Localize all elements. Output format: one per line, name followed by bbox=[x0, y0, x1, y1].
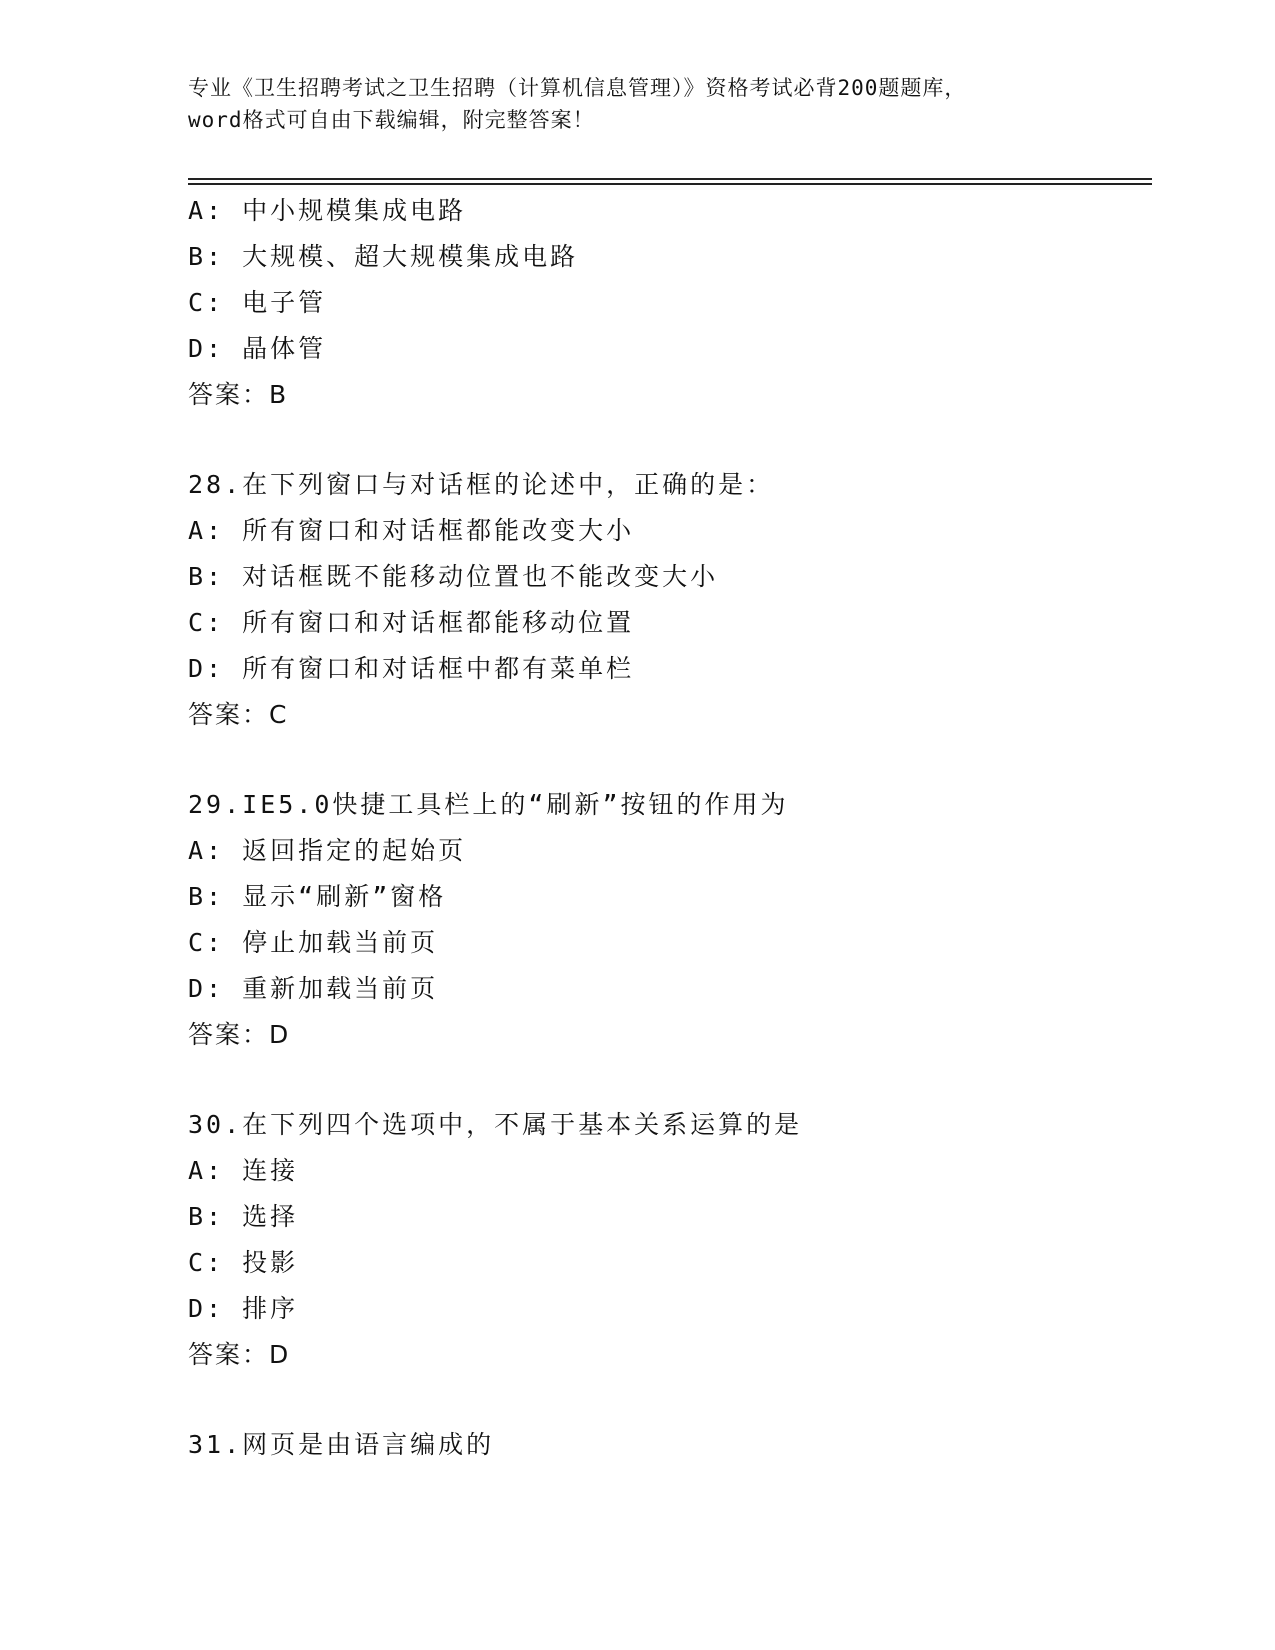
header-divider-top bbox=[188, 178, 1152, 180]
option-d: D: 重新加载当前页 bbox=[188, 974, 439, 1003]
header-line-1: 专业《卫生招聘考试之卫生招聘（计算机信息管理）》资格考试必背200题题库， bbox=[188, 76, 967, 100]
header-divider-bottom bbox=[188, 183, 1152, 185]
document-header bbox=[188, 72, 1088, 136]
option-d: D: 排序 bbox=[188, 1294, 299, 1323]
option-d: D: 晶体管 bbox=[188, 334, 327, 363]
option-a: A: 中小规模集成电路 bbox=[188, 196, 467, 225]
header-line-2: word格式可自由下载编辑，附完整答案！ bbox=[188, 108, 595, 132]
option-a: A: 连接 bbox=[188, 1156, 299, 1185]
option-d: D: 所有窗口和对话框中都有菜单栏 bbox=[188, 654, 635, 683]
question-block bbox=[188, 188, 1148, 418]
option-c: C: 投影 bbox=[188, 1248, 299, 1277]
question-text: 30.在下列四个选项中，不属于基本关系运算的是 bbox=[188, 1110, 803, 1139]
question-block bbox=[188, 1422, 1148, 1468]
block-spacer bbox=[188, 738, 1148, 782]
question-text: 31.网页是由语言编成的 bbox=[188, 1430, 495, 1459]
question-block bbox=[188, 782, 1148, 1058]
question-block bbox=[188, 462, 1148, 738]
question-text: 28.在下列窗口与对话框的论述中，正确的是： bbox=[188, 470, 775, 499]
option-c: C: 电子管 bbox=[188, 288, 327, 317]
answer-line: 答案：D bbox=[188, 1340, 291, 1369]
block-spacer bbox=[188, 1378, 1148, 1422]
block-spacer bbox=[188, 1058, 1148, 1102]
question-list bbox=[188, 188, 1148, 1468]
question-block bbox=[188, 1102, 1148, 1378]
option-a: A: 所有窗口和对话框都能改变大小 bbox=[188, 516, 635, 545]
answer-line: 答案：B bbox=[188, 380, 289, 409]
option-b: B: 对话框既不能移动位置也不能改变大小 bbox=[188, 562, 719, 591]
option-b: B: 选择 bbox=[188, 1202, 299, 1231]
answer-line: 答案：D bbox=[188, 1020, 291, 1049]
answer-line: 答案：C bbox=[188, 700, 289, 729]
option-b: B: 大规模、超大规模集成电路 bbox=[188, 242, 579, 271]
block-spacer bbox=[188, 418, 1148, 462]
option-c: C: 所有窗口和对话框都能移动位置 bbox=[188, 608, 635, 637]
option-c: C: 停止加载当前页 bbox=[188, 928, 439, 957]
option-a: A: 返回指定的起始页 bbox=[188, 836, 467, 865]
question-text: 29.IE5.0快捷工具栏上的“刷新”按钮的作用为 bbox=[188, 790, 789, 819]
option-b: B: 显示“刷新”窗格 bbox=[188, 882, 447, 911]
